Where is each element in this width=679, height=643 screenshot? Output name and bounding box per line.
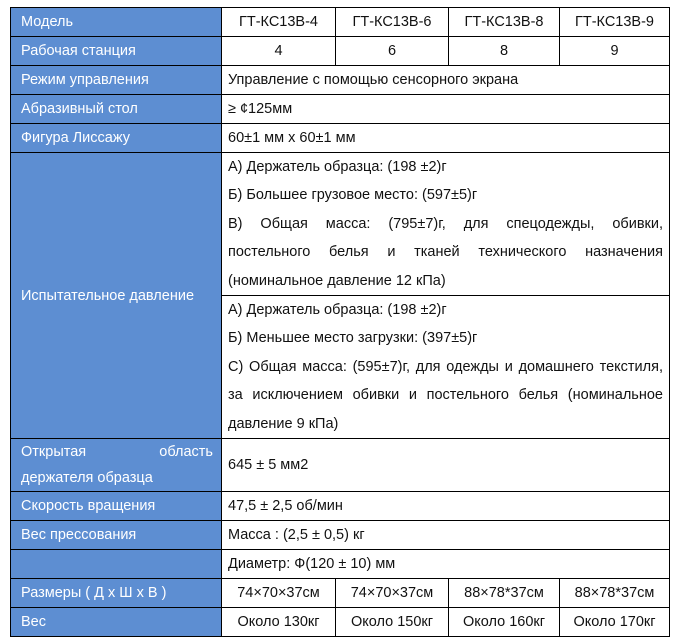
model-name: ГТ-КС13В-6: [336, 8, 449, 37]
label-open-area-line2: держателя образца: [21, 470, 153, 487]
dimensions-value: 74×70×37см: [222, 579, 336, 608]
label-weight: Вес: [11, 608, 222, 637]
row-abrasive-table: [11, 95, 670, 124]
model-name: ГТ-КС13В-8: [449, 8, 560, 37]
row-test-pressure: [11, 153, 670, 439]
row-workstation: [11, 37, 670, 66]
spec-table: [10, 7, 670, 637]
weight-value: Около 160кг: [449, 608, 560, 637]
row-diameter: [11, 550, 670, 579]
model-name: ГТ-КС13В-9: [560, 8, 670, 37]
pressing-weight-value: Масса : (2,5 ± 0,5) кг: [222, 521, 670, 550]
test-pressure-cell: [222, 153, 670, 439]
workstation-value: 6: [336, 37, 449, 66]
row-model: [11, 8, 670, 37]
model-name: ГТ-КС13В-4: [222, 8, 336, 37]
pressure-block-small: [222, 295, 669, 438]
label-open-area: [11, 439, 222, 492]
dimensions-value: 88×78*37см: [560, 579, 670, 608]
workstation-value: 4: [222, 37, 336, 66]
pressure-line: А) Держатель образца: (198 ±2)г: [228, 159, 447, 175]
pressure-line: А) Держатель образца: (198 ±2)г: [228, 302, 447, 319]
label-lissajous: Фигура Лиссажу: [11, 124, 222, 153]
open-area-value: 645 ± 5 мм2: [222, 439, 670, 492]
label-diameter-empty: [11, 550, 222, 579]
weight-value: Около 130кг: [222, 608, 336, 637]
pressure-block-large: [222, 153, 669, 295]
label-dimensions: Размеры ( Д x Ш x В ): [11, 579, 222, 608]
workstation-value: 8: [449, 37, 560, 66]
row-open-area: [11, 439, 670, 492]
label-test-pressure: Испытательное давление: [11, 153, 222, 439]
label-workstation: Рабочая станция: [11, 37, 222, 66]
abrasive-table-value: ≥ ¢125мм: [222, 95, 670, 124]
lissajous-value: 60±1 мм x 60±1 мм: [222, 124, 670, 153]
row-control-mode: [11, 66, 670, 95]
row-dimensions: [11, 579, 670, 608]
label-rotation-speed: Скорость вращения: [11, 492, 222, 521]
weight-value: Около 170кг: [560, 608, 670, 637]
weight-value: Около 150кг: [336, 608, 449, 637]
dimensions-value: 74×70×37см: [336, 579, 449, 608]
label-open-area-word: Открытая: [21, 444, 87, 461]
row-rotation-speed: [11, 492, 670, 521]
label-control-mode: Режим управления: [11, 66, 222, 95]
control-mode-value: Управление с помощью сенсорного экрана: [222, 66, 670, 95]
pressure-line: Б) Большее грузовое место: (597±5)г: [228, 187, 478, 204]
pressure-line: Б) Меньшее место загрузки: (397±5)г: [228, 330, 478, 347]
row-lissajous: [11, 124, 670, 153]
row-pressing-weight: [11, 521, 670, 550]
label-abrasive-table: Абразивный стол: [11, 95, 222, 124]
label-pressing-weight: Вес прессования: [11, 521, 222, 550]
pressure-line: С) Общая масса: (595±7)г, для одежды и домашнего текстиля, за исключением обивки и постельного белья (номинальное давление 9 кПа): [228, 358, 663, 432]
workstation-value: 9: [560, 37, 670, 66]
dimensions-value: 88×78*37см: [449, 579, 560, 608]
label-model: Модель: [11, 8, 222, 37]
pressure-line: В) Общая масса: (795±7)г, для спецодежды, обивки, постельного белья и тканей технического назначения (номинальное давление 12 кПа): [228, 215, 663, 289]
diameter-value: Диаметр: Ф(120 ± 10) мм: [222, 550, 670, 579]
row-weight: [11, 608, 670, 637]
label-open-area-word: область: [159, 444, 213, 461]
rotation-speed-value: 47,5 ± 2,5 об/мин: [222, 492, 670, 521]
